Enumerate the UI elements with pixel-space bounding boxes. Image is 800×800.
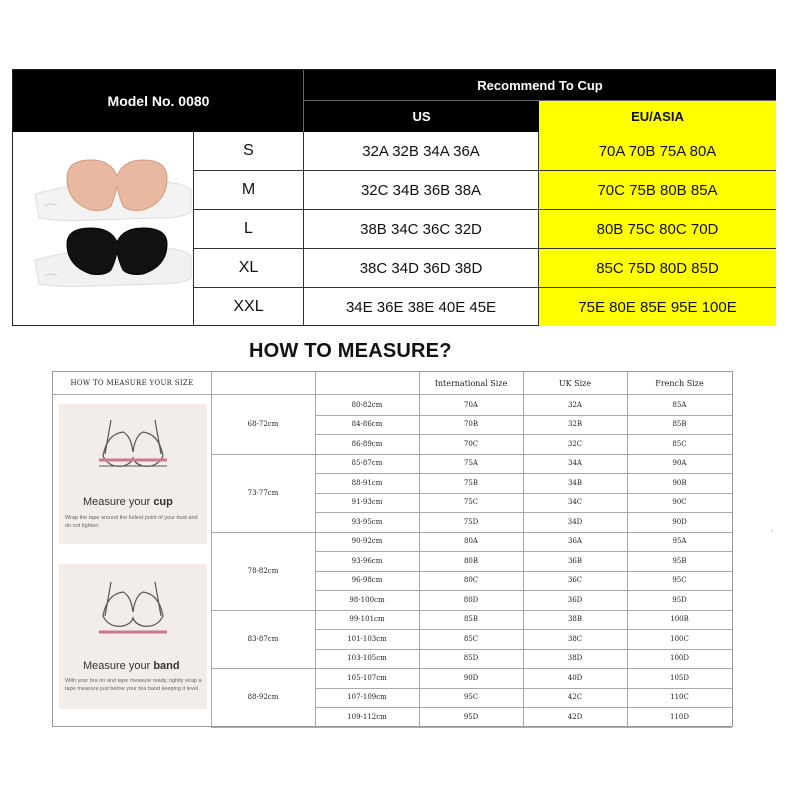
bust-measure-cell: 99-101cm xyxy=(349,615,385,624)
band-range-cell: 83-87cm xyxy=(247,634,279,643)
uk-size-cell: 40D xyxy=(567,673,583,682)
eu-sizes: 80B 75C 80C 70D xyxy=(596,220,719,238)
bust-measure-cell: 107-109cm xyxy=(347,693,387,702)
eu-cell-xl xyxy=(539,249,776,287)
uk-size-cell: 34A xyxy=(568,459,582,468)
us-cell-l xyxy=(304,210,538,248)
us-sizes: 32C 34B 36B 38A xyxy=(360,181,482,199)
uk-size-cell: 34C xyxy=(567,498,583,507)
uk-size-cell: 38B xyxy=(567,615,583,624)
french-size-cell: 85B xyxy=(672,420,687,429)
us-cell-m xyxy=(304,171,538,209)
recommend-cup-header xyxy=(304,70,776,101)
band-range-cell: 88-92cm xyxy=(247,693,279,702)
bust-measure-cell: 103-105cm xyxy=(347,654,387,663)
guide-title-text: Measure your xyxy=(83,660,154,672)
us-cell-xxl xyxy=(304,288,538,326)
bust-measure-cell: 96-98cm xyxy=(351,576,383,585)
french-size-cell: 95A xyxy=(672,537,687,546)
size-label: S xyxy=(243,142,254,159)
eu-cell-xxl xyxy=(539,288,776,326)
bust-measure-cell: 90-92cm xyxy=(351,537,383,546)
uk-size-cell: 36B xyxy=(567,556,583,565)
black-bra-image xyxy=(33,220,193,295)
us-sizes: 38C 34D 36D 38D xyxy=(359,259,483,277)
bust-measure-cell: 85-87cm xyxy=(351,459,383,468)
bust-measure-cell: 80-82cm xyxy=(351,400,383,409)
intl-size-cell: 80D xyxy=(463,595,479,604)
eu-asia-column-header xyxy=(539,101,776,132)
bust-measure-cell: 91-93cm xyxy=(351,498,383,507)
intl-size-cell: 70B xyxy=(463,420,479,429)
intl-size-label: International Size xyxy=(434,378,508,388)
size-cell-xxl xyxy=(194,288,303,326)
intl-size-cell: 80C xyxy=(463,576,479,585)
eu-asia-column-label: EU/ASIA xyxy=(631,109,684,124)
intl-size-cell: 85B xyxy=(463,615,479,624)
french-size-cell: 85A xyxy=(672,400,687,409)
size-label: XXL xyxy=(233,298,264,315)
band-guide-description: With your bra on and tape measure ready, tightly wrap a tape measure just below your bra band keeping it level. xyxy=(65,678,202,692)
bust-measure-cell: 98-100cm xyxy=(349,595,385,604)
size-cell-l xyxy=(194,210,303,248)
french-size-cell: 110C xyxy=(670,693,689,702)
cup-guide-description: Wrap the tape around the fullest point of your bust and do not tighten. xyxy=(65,515,198,529)
intl-size-cell: 95C xyxy=(463,693,479,702)
bust-measure-cell: 88-91cm xyxy=(351,478,383,487)
band-range-cell: 68-72cm xyxy=(247,420,279,429)
intl-size-cell: 75A xyxy=(464,459,478,468)
guide-title-bold: cup xyxy=(153,496,173,508)
intl-size-cell: 80B xyxy=(463,556,479,565)
french-size-label: French Size xyxy=(655,378,704,388)
french-size-cell: 85C xyxy=(672,439,687,448)
french-size-cell: 95D xyxy=(672,595,687,604)
size-recommendation-table xyxy=(12,69,776,326)
french-size-cell: 95B xyxy=(672,556,687,565)
intl-size-cell: 75C xyxy=(463,498,479,507)
eu-sizes: 70C 75B 80B 85A xyxy=(597,181,718,199)
french-size-cell: 100D xyxy=(670,654,689,663)
size-label: L xyxy=(244,220,253,237)
uk-size-header xyxy=(523,372,627,394)
recommend-cup-label: Recommend To Cup xyxy=(477,78,603,93)
french-size-cell: 90B xyxy=(672,478,687,487)
uk-size-cell: 38D xyxy=(567,654,583,663)
size-label: XL xyxy=(238,259,259,276)
bra-cup-diagram-icon xyxy=(93,414,173,484)
us-column-label: US xyxy=(412,109,431,124)
uk-size-cell: 32C xyxy=(567,439,583,448)
french-size-cell: 100B xyxy=(670,615,689,624)
intl-size-cell: 95D xyxy=(463,712,479,721)
size-cell-m xyxy=(194,171,303,209)
french-size-cell: 90A xyxy=(672,459,687,468)
eu-cell-m xyxy=(539,171,776,209)
eu-cell-l xyxy=(539,210,776,248)
band-range-cell: 78-82cm xyxy=(247,566,279,575)
us-sizes: 32A 32B 34A 36A xyxy=(362,142,480,160)
us-column-header xyxy=(304,101,539,132)
french-size-cell: 105D xyxy=(670,673,689,682)
intl-size-cell: 90D xyxy=(463,673,479,682)
uk-size-cell: 34B xyxy=(567,478,583,487)
uk-size-cell: 32B xyxy=(567,420,583,429)
row-divider xyxy=(211,727,732,728)
bra-band-diagram-icon xyxy=(93,576,173,646)
bust-measure-cell: 86-89cm xyxy=(351,439,383,448)
intl-size-cell: 80A xyxy=(464,537,478,546)
uk-size-cell: 36A xyxy=(568,537,582,546)
eu-sizes: 70A 70B 75A 80A xyxy=(598,142,717,160)
intl-size-cell: 75B xyxy=(463,478,479,487)
french-size-cell: 90D xyxy=(672,517,687,526)
uk-size-cell: 34D xyxy=(567,517,583,526)
size-cell-s xyxy=(194,132,303,170)
intl-size-cell: 75D xyxy=(463,517,479,526)
uk-size-label: UK Size xyxy=(558,378,592,388)
bust-measure-cell: 109-112cm xyxy=(347,712,387,721)
measurement-table xyxy=(52,371,733,727)
us-sizes: 34E 36E 38E 40E 45E xyxy=(345,298,497,316)
us-cell-xl xyxy=(304,249,538,287)
eu-sizes: 85C 75D 80D 85D xyxy=(596,259,719,277)
model-number-header xyxy=(13,70,304,132)
how-to-measure-label: HOW TO MEASURE YOUR SIZE xyxy=(70,379,194,387)
intl-size-cell: 85D xyxy=(463,654,479,663)
eu-cell-s xyxy=(539,132,776,170)
how-to-measure-heading: HOW TO MEASURE? xyxy=(249,340,452,362)
measure-band-guide xyxy=(59,564,207,709)
stray-dot xyxy=(771,530,773,532)
bust-measure-cell: 101-103cm xyxy=(347,634,387,643)
intl-size-cell: 85C xyxy=(463,634,479,643)
uk-size-cell: 42D xyxy=(567,712,583,721)
intl-size-cell: 70C xyxy=(463,439,479,448)
uk-size-cell: 42C xyxy=(567,693,583,702)
french-size-cell: 100C xyxy=(670,634,689,643)
us-sizes: 38B 34C 36C 32D xyxy=(360,220,482,238)
guide-title-text: Measure your xyxy=(83,496,154,508)
uk-size-cell: 36C xyxy=(567,576,583,585)
size-label: M xyxy=(241,181,256,198)
uk-size-cell: 38C xyxy=(567,634,583,643)
eu-sizes: 75E 80E 85E 95E 100E xyxy=(578,298,737,316)
french-size-header xyxy=(627,372,732,394)
measure-cup-guide xyxy=(59,404,207,544)
bust-measure-cell: 105-107cm xyxy=(347,673,387,682)
bust-measure-cell: 93-96cm xyxy=(351,556,383,565)
intl-size-header xyxy=(419,372,523,394)
us-cell-s xyxy=(304,132,538,170)
bust-measure-cell: 84-86cm xyxy=(351,420,383,429)
french-size-cell: 90C xyxy=(672,498,687,507)
uk-size-cell: 36D xyxy=(567,595,583,604)
how-to-measure-header xyxy=(53,372,211,394)
band-range-cell: 73-77cm xyxy=(247,488,279,497)
intl-size-cell: 70A xyxy=(464,400,478,409)
french-size-cell: 95C xyxy=(672,576,687,585)
french-size-cell: 110D xyxy=(670,712,689,721)
bust-measure-cell: 93-95cm xyxy=(351,517,383,526)
size-cell-xl xyxy=(194,249,303,287)
uk-size-cell: 32A xyxy=(568,400,582,409)
guide-title-bold: band xyxy=(153,660,180,672)
model-number-label: Model No. 0080 xyxy=(107,93,210,109)
